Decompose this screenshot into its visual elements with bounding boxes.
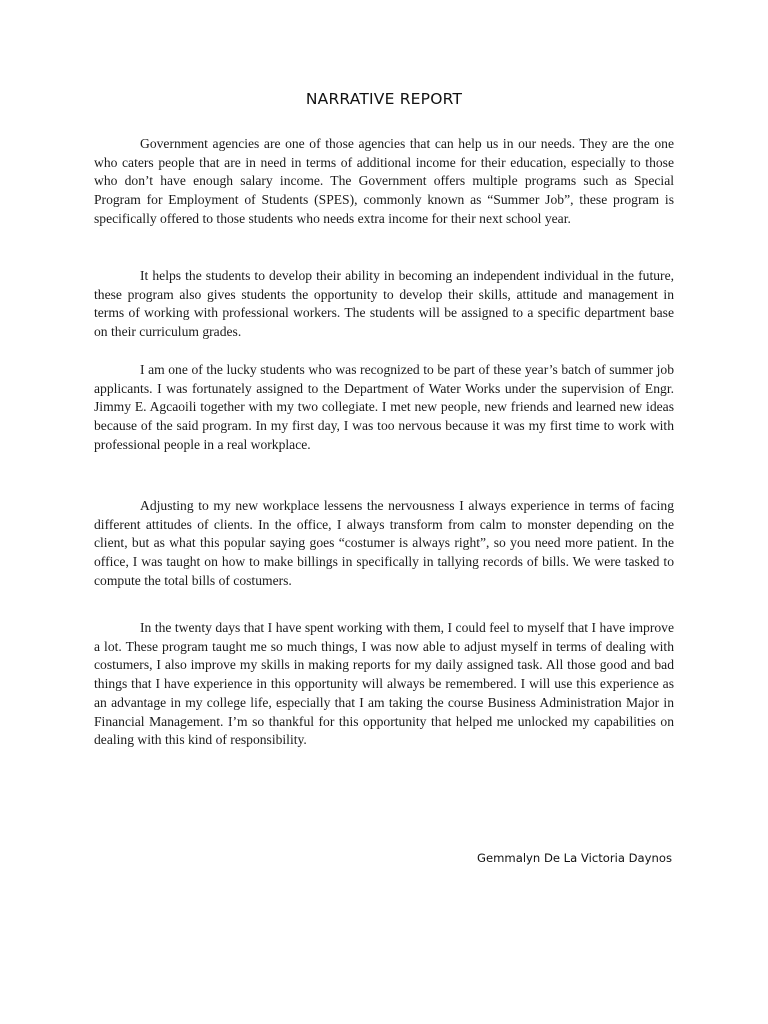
paragraph-4: [94, 497, 674, 591]
document-title: NARRATIVE REPORT: [305, 90, 463, 108]
paragraph-4-text: Adjusting to my new workplace lessens the nervousness I always experience in terms of facing different attitudes of clients. In the office, I always transform from calm to monster depending on the client, but as what this popular saying goes “costumer is always right”, so you need more patient. In the office, I was taught on how to make billings in specifically in tallying records of bills. We were tasked to compute the total bills of costumers.: [94, 498, 674, 588]
paragraph-3: [94, 361, 674, 455]
paragraph-5-text: In the twenty days that I have spent working with them, I could feel to myself that I have improve a lot. These program taught me so much things, I was now able to adjust myself in terms of dealing with costumers, I also improve my skills in making reports for my daily assigned task. All those good and bad things that I have experience in this opportunity will always be remembered. I will use this experience as an advantage in my college life, especially that I am taking the course Business Administration Major in Financial Management. I’m so thankful for this opportunity that helped me unlocked my capabilities on dealing with this kind of responsibility.: [94, 620, 674, 748]
paragraph-2-text: It helps the students to develop their ability in becoming an independent individual in the future, these program also gives students the opportunity to develop their skills, attitude and management in terms of working with professional workers. The students will be assigned to a specific department base on their curriculum grades.: [94, 268, 674, 340]
author-signature: Gemmalyn De La Victoria Daynos: [477, 851, 672, 865]
paragraph-2: [94, 267, 674, 342]
paragraph-3-text: I am one of the lucky students who was recognized to be part of these year’s batch of summer job applicants. I was fortunately assigned to the Department of Water Works under the supervision of Engr. Jimmy E. Agcaoili together with my two collegiate. I met new people, new friends and learned new ideas because of the said program. In my first day, I was too nervous because it was my first time to work with professional people in a real workplace.: [94, 362, 674, 452]
paragraph-1-text: Government agencies are one of those agencies that can help us in our needs. They are the one who caters people that are in need in terms of additional income for their education, especially to those who don’t have enough salary income. The Government offers multiple programs such as Special Program for Employment of Students (SPES), commonly known as “Summer Job”, these program is specifically offered to those students who needs extra income for their next school year.: [94, 136, 674, 226]
paragraph-1: [94, 135, 674, 229]
paragraph-5: [94, 619, 674, 750]
